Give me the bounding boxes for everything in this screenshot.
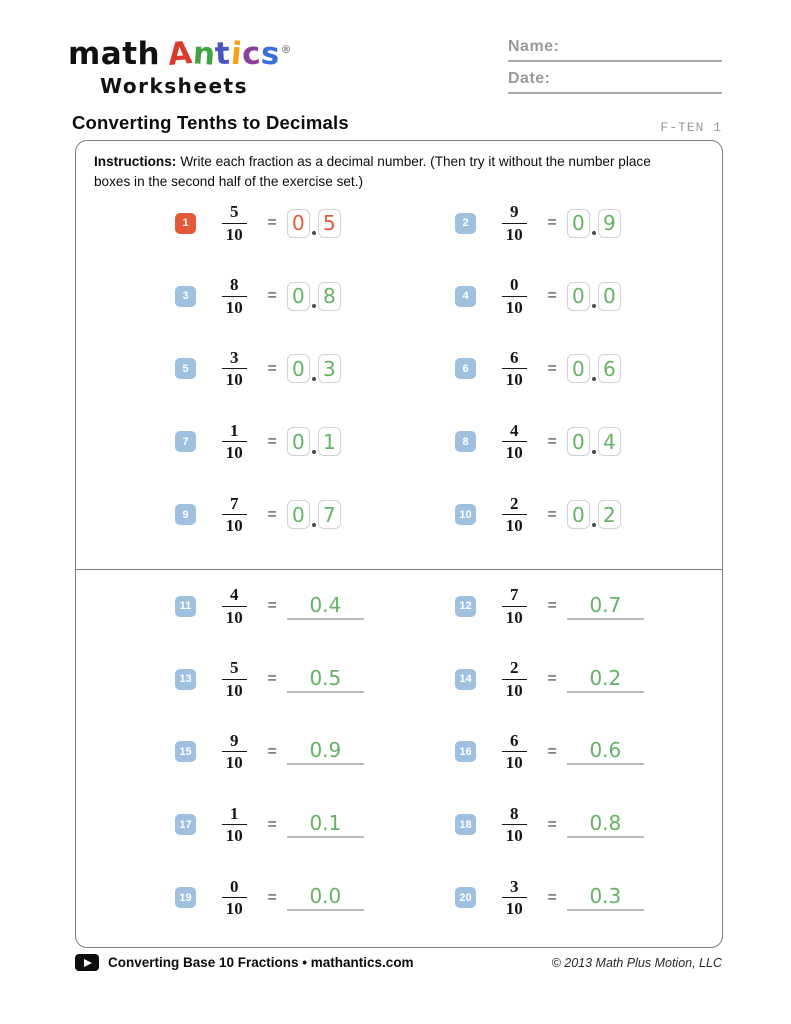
instructions-text: Write each fraction as a decimal number. (Then try it without the number place boxes in the second half of the exercise set.) (94, 154, 651, 190)
fraction-numerator: 8 (222, 275, 247, 297)
equals-sign: = (267, 597, 277, 615)
decimal-point-icon (312, 523, 316, 527)
fraction (502, 348, 527, 390)
answer-box-ones: 0 (287, 354, 310, 383)
equals-sign: = (267, 432, 277, 450)
equals-sign: = (267, 359, 277, 377)
logo-wordmark (68, 36, 292, 72)
fraction (502, 877, 527, 919)
mathantics-logo (68, 36, 292, 98)
equals-sign: = (547, 287, 557, 305)
equals-sign: = (547, 359, 557, 377)
answer-box-tenths: 2 (598, 500, 621, 529)
fraction-denominator: 10 (505, 753, 523, 773)
fraction (222, 804, 247, 846)
problem-number-badge: 4 (455, 286, 476, 307)
fraction (222, 877, 247, 919)
fraction-denominator: 10 (505, 826, 523, 846)
fraction-denominator: 10 (225, 607, 243, 627)
fraction (502, 421, 527, 463)
problem-number-badge: 15 (175, 741, 196, 762)
problem-row (76, 861, 399, 934)
decimal-point-icon (592, 523, 596, 527)
problem-row (76, 405, 399, 478)
fraction-denominator: 10 (505, 297, 523, 317)
problem-number-badge: 3 (175, 286, 196, 307)
logo-letter: c (240, 35, 262, 73)
decimal-point-icon (312, 304, 316, 308)
decimal-point-icon (592, 231, 596, 235)
problem-row (76, 478, 399, 551)
logo-letter: s (259, 35, 281, 73)
equals-sign: = (267, 815, 277, 833)
name-label: Name: (508, 38, 560, 55)
fraction-numerator: 7 (222, 494, 247, 516)
fraction-denominator: 10 (505, 680, 523, 700)
problem-row (76, 716, 399, 789)
problem-row (76, 570, 399, 643)
fraction-numerator: 1 (222, 421, 247, 443)
problem-number-badge: 8 (455, 431, 476, 452)
fraction (222, 202, 247, 244)
problem-row (399, 716, 722, 789)
answer-box-tenths: 0 (598, 282, 621, 311)
answer-box-ones: 0 (287, 282, 310, 311)
footer-video-title: Converting Base 10 Fractions • mathantics.com (108, 955, 414, 970)
answer-box-ones: 0 (567, 427, 590, 456)
fraction (222, 348, 247, 390)
problem-number-badge: 12 (455, 596, 476, 617)
equals-sign: = (547, 597, 557, 615)
fraction (502, 494, 527, 536)
problem-row (399, 333, 722, 406)
fraction-denominator: 10 (505, 443, 523, 463)
problem-row (399, 861, 722, 934)
fraction-numerator: 5 (222, 202, 247, 224)
fraction-numerator: 1 (222, 804, 247, 826)
fraction-denominator: 10 (225, 680, 243, 700)
problem-row (399, 187, 722, 260)
answer-box-tenths: 7 (318, 500, 341, 529)
problem-number-badge: 5 (175, 358, 196, 379)
fraction-numerator: 9 (502, 202, 527, 224)
fraction (502, 585, 527, 627)
footer-copyright: © 2013 Math Plus Motion, LLC (551, 955, 722, 970)
play-video-icon (75, 954, 99, 971)
answer-box-tenths: 8 (318, 282, 341, 311)
problem-row (399, 260, 722, 333)
fraction (502, 275, 527, 317)
answer-line: 0.6 (567, 738, 644, 765)
problem-row (399, 405, 722, 478)
problem-number-badge: 1 (175, 213, 196, 234)
fraction-numerator: 2 (502, 658, 527, 680)
fraction-numerator: 8 (502, 804, 527, 826)
problem-number-badge: 9 (175, 504, 196, 525)
instructions-label: Instructions: (94, 154, 177, 169)
problem-row (399, 643, 722, 716)
logo-brand-word (168, 36, 279, 72)
equals-sign: = (267, 505, 277, 523)
answer-line: 0.2 (567, 666, 644, 693)
worksheet-code: F-TEN 1 (660, 120, 722, 135)
fraction-denominator: 10 (505, 370, 523, 390)
logo-letter: n (191, 35, 217, 73)
problem-number-badge: 20 (455, 887, 476, 908)
equals-sign: = (547, 670, 557, 688)
problem-number-badge: 17 (175, 814, 196, 835)
fraction-denominator: 10 (225, 224, 243, 244)
equals-sign: = (547, 742, 557, 760)
fraction (502, 202, 527, 244)
fraction-denominator: 10 (505, 607, 523, 627)
equals-sign: = (547, 505, 557, 523)
answer-box-tenths: 6 (598, 354, 621, 383)
fraction-numerator: 3 (502, 877, 527, 899)
fraction-numerator: 0 (502, 275, 527, 297)
equals-sign: = (267, 670, 277, 688)
problem-number-badge: 11 (175, 596, 196, 617)
fraction (222, 731, 247, 773)
fraction-numerator: 6 (502, 348, 527, 370)
answer-line: 0.1 (287, 811, 364, 838)
logo-letter: i (228, 35, 244, 73)
fraction-numerator: 9 (222, 731, 247, 753)
problem-row (399, 788, 722, 861)
fraction-denominator: 10 (225, 899, 243, 919)
answer-line: 0.3 (567, 884, 644, 911)
fraction (222, 585, 247, 627)
decimal-point-icon (592, 450, 596, 454)
worksheet-frame (75, 140, 723, 948)
answer-line: 0.7 (567, 593, 644, 620)
equals-sign: = (547, 432, 557, 450)
answer-box-ones: 0 (287, 209, 310, 238)
fraction (222, 494, 247, 536)
fraction (502, 658, 527, 700)
equals-sign: = (267, 888, 277, 906)
logo-word-math: math (68, 36, 161, 72)
fraction (502, 804, 527, 846)
answer-box-tenths: 3 (318, 354, 341, 383)
fraction-numerator: 0 (222, 877, 247, 899)
answer-box-tenths: 1 (318, 427, 341, 456)
fraction-denominator: 10 (225, 516, 243, 536)
problem-number-badge: 7 (175, 431, 196, 452)
decimal-point-icon (312, 377, 316, 381)
answer-line: 0.9 (287, 738, 364, 765)
problem-number-badge: 13 (175, 669, 196, 690)
footer (75, 954, 722, 971)
fraction (502, 731, 527, 773)
logo-letter: t (214, 35, 232, 73)
problem-number-badge: 10 (455, 504, 476, 525)
problems-boxed-section (76, 187, 722, 551)
equals-sign: = (547, 888, 557, 906)
decimal-point-icon (312, 231, 316, 235)
date-label: Date: (508, 70, 551, 87)
logo-letter: A (166, 35, 195, 73)
equals-sign: = (547, 214, 557, 232)
answer-box-tenths: 5 (318, 209, 341, 238)
problem-row (76, 788, 399, 861)
decimal-point-icon (592, 304, 596, 308)
answer-box-ones: 0 (567, 500, 590, 529)
problem-number-badge: 18 (455, 814, 476, 835)
fraction-denominator: 10 (225, 297, 243, 317)
problem-number-badge: 16 (455, 741, 476, 762)
fraction-denominator: 10 (225, 370, 243, 390)
answer-box-tenths: 4 (598, 427, 621, 456)
problem-number-badge: 6 (455, 358, 476, 379)
problem-number-badge: 2 (455, 213, 476, 234)
answer-box-ones: 0 (287, 500, 310, 529)
page-title: Converting Tenths to Decimals (72, 112, 349, 133)
problem-row (399, 570, 722, 643)
answer-box-tenths: 9 (598, 209, 621, 238)
answer-box-ones: 0 (567, 282, 590, 311)
answer-box-ones: 0 (287, 427, 310, 456)
fraction-denominator: 10 (225, 826, 243, 846)
fraction-numerator: 6 (502, 731, 527, 753)
answer-line: 0.5 (287, 666, 364, 693)
problem-number-badge: 14 (455, 669, 476, 690)
fraction (222, 658, 247, 700)
fraction-denominator: 10 (225, 443, 243, 463)
equals-sign: = (267, 742, 277, 760)
fraction (222, 421, 247, 463)
fraction-numerator: 5 (222, 658, 247, 680)
fraction-numerator: 4 (502, 421, 527, 443)
registered-trademark-icon: ® (280, 42, 292, 56)
fraction-denominator: 10 (505, 516, 523, 536)
problem-row (76, 643, 399, 716)
logo-subtitle: Worksheets (100, 74, 248, 98)
decimal-point-icon (312, 450, 316, 454)
fraction-numerator: 2 (502, 494, 527, 516)
fraction-numerator: 3 (222, 348, 247, 370)
answer-line: 0.0 (287, 884, 364, 911)
problem-row (76, 260, 399, 333)
fraction-denominator: 10 (505, 224, 523, 244)
problem-number-badge: 19 (175, 887, 196, 908)
fraction-denominator: 10 (225, 753, 243, 773)
equals-sign: = (267, 214, 277, 232)
decimal-point-icon (592, 377, 596, 381)
problems-lined-section (76, 570, 722, 934)
fraction-numerator: 4 (222, 585, 247, 607)
problem-row (399, 478, 722, 551)
answer-line: 0.8 (567, 811, 644, 838)
equals-sign: = (547, 815, 557, 833)
fraction-denominator: 10 (505, 899, 523, 919)
answer-line: 0.4 (287, 593, 364, 620)
fraction (222, 275, 247, 317)
problem-row (76, 333, 399, 406)
date-field-line[interactable] (508, 70, 722, 94)
problem-row (76, 187, 399, 260)
name-field-line[interactable] (508, 38, 722, 62)
answer-box-ones: 0 (567, 209, 590, 238)
equals-sign: = (267, 287, 277, 305)
answer-box-ones: 0 (567, 354, 590, 383)
fraction-numerator: 7 (502, 585, 527, 607)
